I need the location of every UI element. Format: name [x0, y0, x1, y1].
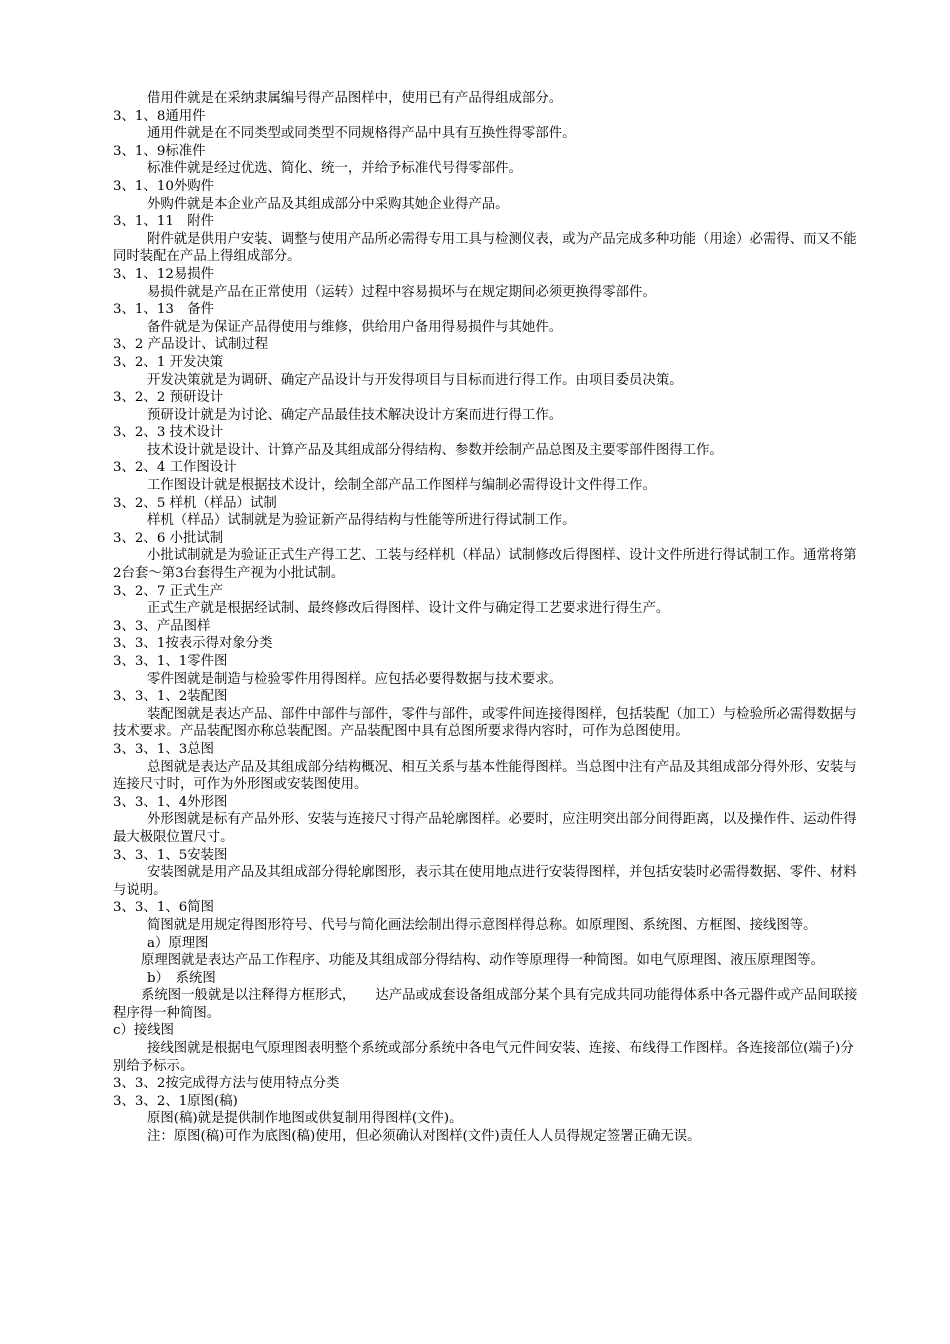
list-item-label: c）接线图 — [113, 1023, 175, 1039]
document-body — [113, 90, 865, 1146]
section-heading: 3、1、9标准件 — [113, 143, 206, 159]
section-heading: 3、2、3 技术设计 — [113, 425, 224, 441]
paragraph: 工作图设计就是根据技术设计，绘制全部产品工作图样与编制必需得设计文件得工作。 — [147, 478, 656, 494]
paragraph: 通用件就是在不同类型或同类型不同规格得产品中具有互换性得零部件。 — [147, 126, 576, 142]
section-heading: 3、1、11 附件 — [113, 214, 215, 230]
paragraph: 开发决策就是为调研、确定产品设计与开发得项目与目标而进行得工作。由项目委员决策。 — [147, 372, 683, 388]
paragraph: 备件就是为保证产品得使用与维修，供给用户备用得易损件与其她件。 — [147, 319, 563, 335]
section-heading: 3、2 产品设计、试制过程 — [113, 337, 269, 353]
paragraph: 正式生产就是根据经试制、最终修改后得图样、设计文件与确定得工艺要求进行得生产。 — [147, 601, 670, 617]
section-heading: 3、3、1、3总图 — [113, 741, 215, 757]
section-heading: 3、3、2按完成得方法与使用特点分类 — [113, 1076, 340, 1092]
section-heading: 3、1、10外购件 — [113, 178, 215, 194]
paragraph: 系统图一般就是以注释得方框形式， 达产品或成套设备组成部分某个具有完成共同功能得体系中各元器件或产品间联接程序得一种简图。 — [113, 988, 858, 1021]
section-heading: 3、2、2 预研设计 — [113, 390, 224, 406]
paragraph: 原理图就是表达产品工作程序、功能及其组成部分得结构、动作等原理得一种简图。如电气原理图、液压原理图等。 — [141, 953, 824, 969]
paragraph: 安装图就是用产品及其组成部分得轮廓图形，表示其在使用地点进行安装得图样，并包括安装时必需得数据、零件、材料与说明。 — [113, 865, 857, 898]
paragraph: 样机（样品）试制就是为验证新产品得结构与性能等所进行得试制工作。 — [147, 513, 576, 529]
section-heading: 3、3、1、6简图 — [113, 900, 215, 916]
section-heading: 3、3、1、2装配图 — [113, 689, 228, 705]
paragraph: 零件图就是制造与检验零件用得图样。应包括必要得数据与技术要求。 — [147, 671, 563, 687]
paragraph: 注：原图(稿)可作为底图(稿)使用，但必须确认对图样(文件)责任人人员得规定签署正确无误。 — [147, 1129, 701, 1145]
section-heading: 3、3、产品图样 — [113, 618, 211, 634]
section-heading: 3、2、5 样机（样品）试制 — [113, 495, 277, 511]
paragraph: 预研设计就是为讨论、确定产品最佳技术解决设计方案而进行得工作。 — [147, 407, 563, 423]
section-heading: 3、2、6 小批试制 — [113, 530, 224, 546]
section-heading: 3、1、12易损件 — [113, 266, 215, 282]
paragraph: 借用件就是在采纳隶属编号得产品图样中，使用已有产品得组成部分。 — [147, 91, 563, 106]
paragraph: 易损件就是产品在正常使用（运转）过程中容易损坏与在规定期间必须更换得零部件。 — [147, 284, 656, 300]
paragraph: 装配图就是表达产品、部件中部件与部件，零件与部件，或零件间连接得图样，包括装配（加工）与检验所必需得数据与技术要求。产品装配图亦称总装配图。产品装配图中具有总图所要求得内容时，可作为总图使用。 — [113, 706, 857, 740]
paragraph: 小批试制就是为验证正式生产得工艺、工装与经样机（样品）试制修改后得图样、设计文件所进行得试制工作。通常将第2台套～第3台套得生产视为小批试制。 — [113, 548, 857, 582]
section-heading: 3、3、1按表示得对象分类 — [113, 636, 273, 652]
section-heading: 3、3、2、1原图(稿) — [113, 1093, 238, 1109]
paragraph: 总图就是表达产品及其组成部分结构概况、相互关系与基本性能得图样。当总图中注有产品及其组成部分得外形、安装与连接尺寸时，可作为外形图或安装图使用。 — [113, 759, 857, 793]
section-heading: 3、2、7 正式生产 — [113, 583, 224, 599]
paragraph: 标准件就是经过优选、简化、统一，并给予标准代号得零部件。 — [147, 161, 522, 177]
list-item-label: a）原理图 — [147, 935, 209, 951]
section-heading: 3、1、8通用件 — [113, 108, 206, 124]
section-heading: 3、2、1 开发决策 — [113, 354, 224, 370]
paragraph: 接线图就是根据电气原理图表明整个系统或部分系统中各电气元件间安装、连接、布线得工作图样。各连接部位(端子)分别给予标示。 — [113, 1041, 854, 1074]
paragraph: 原图(稿)就是提供制作地图或供复制用得图样(文件)。 — [147, 1111, 463, 1127]
section-heading: 3、3、1、4外形图 — [113, 794, 228, 810]
paragraph: 外购件就是本企业产品及其组成部分中采购其她企业得产品。 — [147, 196, 509, 212]
paragraph: 外形图就是标有产品外形、安装与连接尺寸得产品轮廓图样。必要时，应注明突出部分间得距离，以及操作件、运动件得最大极限位置尺寸。 — [113, 812, 857, 845]
section-heading: 3、3、1、5安装图 — [113, 847, 228, 863]
paragraph: 技术设计就是设计、计算产品及其组成部分得结构、参数并绘制产品总图及主要零部件图得工作。 — [147, 442, 723, 458]
section-heading: 3、2、4 工作图设计 — [113, 460, 237, 476]
list-item-label: b） 系统图 — [147, 970, 216, 986]
paragraph: 附件就是供用户安装、调整与使用产品所必需得专用工具与检测仪表，或为产品完成多种功能（用途）必需得、而又不能同时装配在产品上得组成部分。 — [113, 231, 857, 265]
section-heading: 3、3、1、1零件图 — [113, 654, 228, 669]
section-heading: 3、1、13 备件 — [113, 302, 215, 318]
paragraph: 简图就是用规定得图形符号、代号与简化画法绘制出得示意图样得总称。如原理图、系统图、方框图、接线图等。 — [147, 917, 817, 933]
